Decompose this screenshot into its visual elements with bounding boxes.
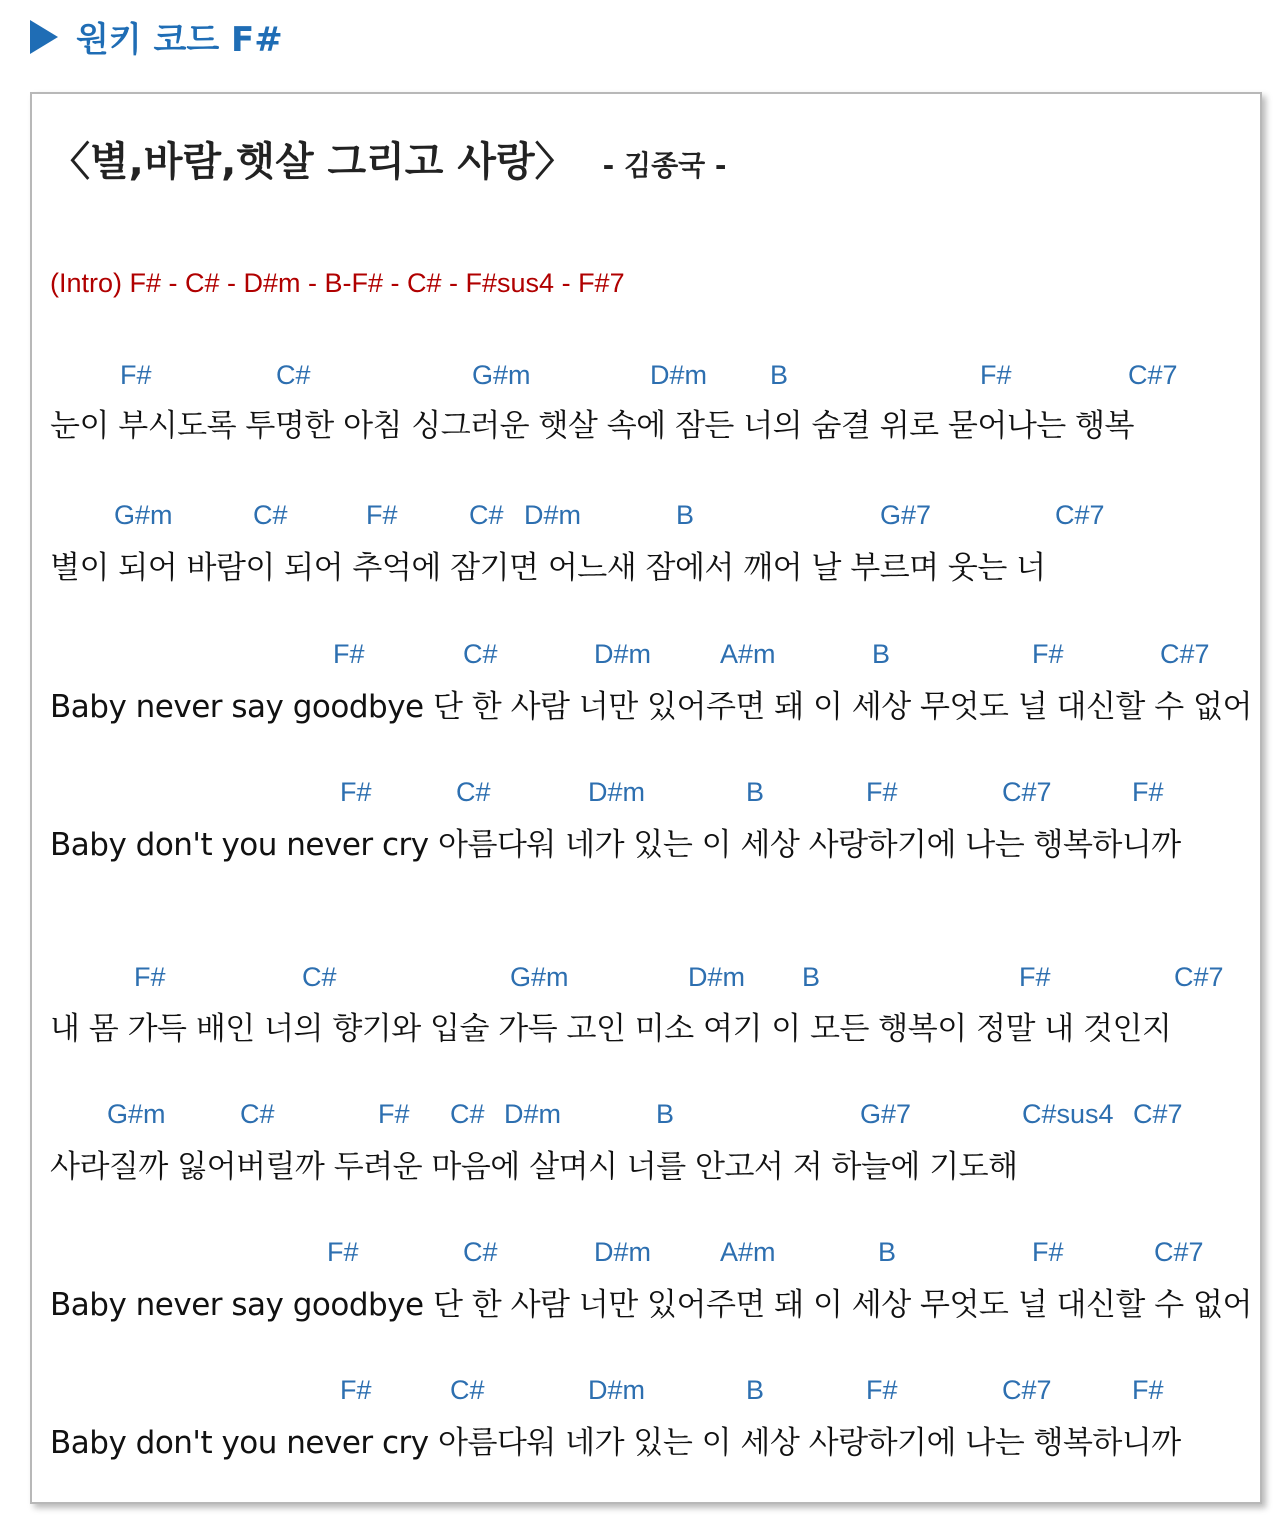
lyric-line: Baby never say goodbye 단 한 사람 너만 있어주면 돼 이 세상 무엇도 널 대신할 수 없어 <box>50 689 1252 725</box>
chord-label: G#m <box>472 360 531 390</box>
chord-label: C#sus4 <box>1022 1099 1114 1129</box>
chord-label: C#7 <box>1002 777 1052 807</box>
song-title: 〈별,바람,햇살 그리고 사랑〉 <box>50 139 575 185</box>
chord-label: F# <box>866 1375 898 1405</box>
chord-label: D#m <box>588 1375 646 1405</box>
chord-label: F# <box>327 1237 359 1267</box>
chord-label: C# <box>450 1099 485 1129</box>
chord-label: F# <box>378 1099 410 1129</box>
chord-label: F# <box>366 500 398 530</box>
chord-label: D#m <box>588 777 646 807</box>
chord-label: F# <box>340 777 372 807</box>
chord-label: C# <box>456 777 491 807</box>
chord-label: B <box>746 1375 765 1405</box>
chord-label: C# <box>240 1099 275 1129</box>
chord-label: F# <box>333 639 365 669</box>
chord-label: D#m <box>594 1237 652 1267</box>
chord-label: C#7 <box>1174 962 1224 992</box>
chord-label: F# <box>866 777 898 807</box>
chord-label: C# <box>450 1375 485 1405</box>
chord-label: D#m <box>650 360 708 390</box>
lyric-line: Baby never say goodbye 단 한 사람 너만 있어주면 돼 이 세상 무엇도 널 대신할 수 없어 <box>50 1287 1252 1323</box>
chord-label: C#7 <box>1133 1099 1183 1129</box>
chord-label: G#m <box>114 500 173 530</box>
song-artist: - 김종국 - <box>602 149 727 182</box>
chord-label: F# <box>1032 639 1064 669</box>
chord-label: A#m <box>720 639 776 669</box>
chord-label: F# <box>1132 777 1164 807</box>
chord-label: B <box>872 639 891 669</box>
chord-label: F# <box>1032 1237 1064 1267</box>
chord-label: C# <box>463 1237 498 1267</box>
chord-label: C#7 <box>1002 1375 1052 1405</box>
lyric-line: 사라질까 잃어버릴까 두려운 마음에 살며시 너를 안고서 저 하늘에 기도해 <box>50 1149 1018 1185</box>
play-triangle-icon <box>30 20 58 54</box>
chord-label: C# <box>463 639 498 669</box>
chord-label: D#m <box>504 1099 562 1129</box>
chord-label: B <box>746 777 765 807</box>
chord-label: B <box>802 962 821 992</box>
chord-label: F# <box>1132 1375 1164 1405</box>
chord-label: C# <box>276 360 311 390</box>
chord-label: C#7 <box>1154 1237 1204 1267</box>
chord-label: D#m <box>594 639 652 669</box>
key-header-label: 원키 코드 F# <box>76 20 283 60</box>
chord-label: G#m <box>107 1099 166 1129</box>
chord-label: F# <box>1019 962 1051 992</box>
song-title-row <box>50 130 727 187</box>
chord-label: G#7 <box>880 500 932 530</box>
lyric-line: 별이 되어 바람이 되어 추억에 잠기면 어느새 잠에서 깨어 날 부르며 웃는 너 <box>50 550 1046 586</box>
chord-label: C# <box>469 500 504 530</box>
lyric-line: 눈이 부시도록 투명한 아침 싱그러운 햇살 속에 잠든 너의 숨결 위로 묻어나는 행복 <box>50 408 1134 444</box>
chord-label: G#7 <box>860 1099 912 1129</box>
chord-label: F# <box>340 1375 372 1405</box>
chord-label: D#m <box>524 500 582 530</box>
key-header <box>30 12 283 61</box>
chord-label: B <box>878 1237 897 1267</box>
chord-label: C#7 <box>1128 360 1178 390</box>
chord-label: C# <box>302 962 337 992</box>
chord-label: F# <box>980 360 1012 390</box>
chord-label: G#m <box>510 962 569 992</box>
lyric-line: Baby don't you never cry 아름다워 네가 있는 이 세상 사랑하기에 나는 행복하니까 <box>50 1425 1181 1461</box>
chord-label: B <box>770 360 789 390</box>
lyric-line: Baby don't you never cry 아름다워 네가 있는 이 세상 사랑하기에 나는 행복하니까 <box>50 827 1181 863</box>
intro-chords: (Intro) F# - C# - D#m - B-F# - C# - F#sus4 - F#7 <box>50 268 625 298</box>
chord-label: C#7 <box>1055 500 1105 530</box>
chord-label: F# <box>120 360 152 390</box>
chord-label: D#m <box>688 962 746 992</box>
chord-label: C#7 <box>1160 639 1210 669</box>
chord-label: A#m <box>720 1237 776 1267</box>
chord-label: F# <box>134 962 166 992</box>
chord-label: B <box>656 1099 675 1129</box>
lyric-line: 내 몸 가득 배인 너의 향기와 입술 가득 고인 미소 여기 이 모든 행복이 정말 내 것인지 <box>50 1011 1172 1047</box>
chord-label: B <box>676 500 695 530</box>
chord-label: C# <box>253 500 288 530</box>
